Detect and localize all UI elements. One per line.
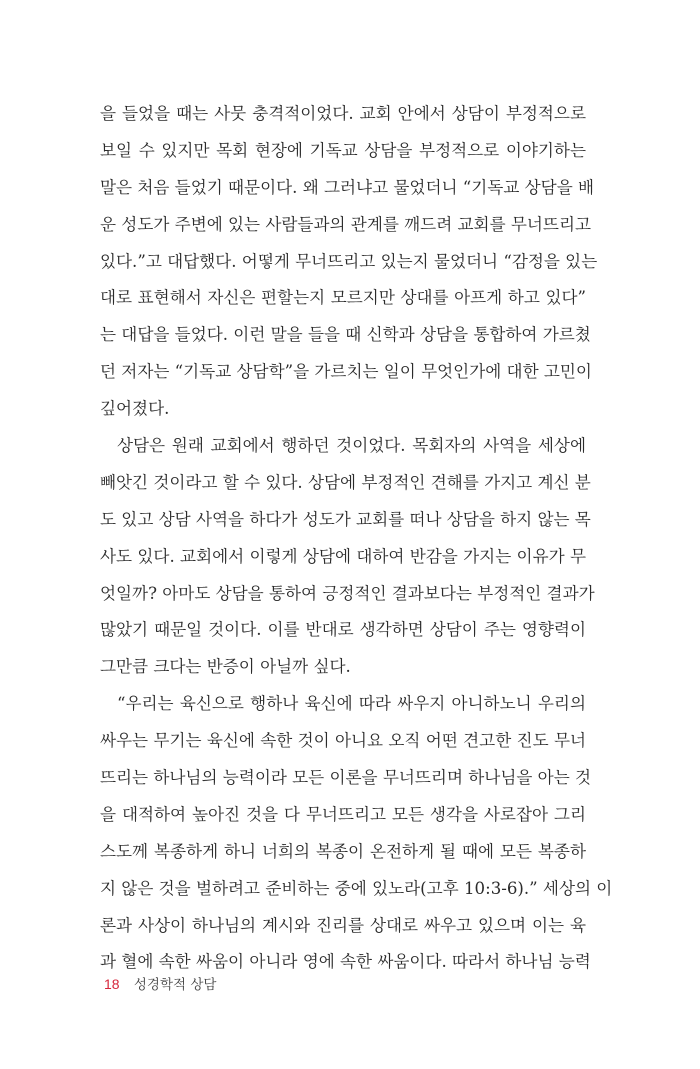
text-line: 도 있고 상담 사역을 하다가 성도가 교회를 떠나 상담을 하지 않는 목 <box>100 509 591 529</box>
text-line: 던 저자는 “기독교 상담학”을 가르치는 일이 무엇인가에 대한 고민이 <box>100 362 592 382</box>
text-line: 는 대답을 들었다. 이런 말을 들을 때 신학과 상담을 통합하여 가르쳤 <box>100 325 591 345</box>
text-line: 싸우는 무기는 육신에 속한 것이 아니요 오직 어떤 견고한 진도 무너 <box>100 731 586 751</box>
text-line: 사도 있다. 교회에서 이렇게 상담에 대하여 반감을 가지는 이유가 무 <box>100 546 586 566</box>
running-title: 성경학적 상담 <box>133 977 217 993</box>
text-line: 보일 수 있지만 목회 현장에 기독교 상담을 부정적으로 이야기하는 <box>100 140 586 160</box>
page-footer <box>104 974 216 995</box>
text-line: 을 들었을 때는 사뭇 충격적이었다. 교회 안에서 상담이 부정적으로 <box>100 104 586 123</box>
text-line: 뜨리는 하나님의 능력이라 모든 이론을 무너뜨리며 하나님을 아는 것 <box>100 768 592 788</box>
text-line: 상담은 원래 교회에서 행하던 것이었다. 목회자의 사역을 세상에 <box>117 436 586 456</box>
text-line: 엇일까? 아마도 상담을 통하여 긍정적인 결과보다는 부정적인 결과가 <box>100 583 595 603</box>
text-line: 대로 표현해서 자신은 편할는지 모르지만 상대를 아프게 하고 있다” <box>100 288 586 308</box>
paragraph-2 <box>100 428 595 686</box>
text-line: 스도께 복종하게 하니 너희의 복종이 온전하게 될 때에 모든 복종하 <box>100 841 586 861</box>
paragraph-1 <box>100 96 598 428</box>
paragraph-3 <box>100 686 613 981</box>
page-body <box>100 96 613 981</box>
text-line: 운 성도가 주변에 있는 사람들과의 관계를 깨드려 교회를 무너뜨리고 <box>100 214 592 234</box>
text-line: 말은 처음 들었기 때문이다. 왜 그러냐고 물었더니 “기독교 상담을 배 <box>100 177 595 197</box>
text-line: 깊어졌다. <box>100 399 170 419</box>
page-number: 18 <box>104 976 120 992</box>
text-line: 그만큼 크다는 반증이 아닐까 싶다. <box>100 657 351 677</box>
text-line: 많았기 때문일 것이다. 이를 반대로 생각하면 상담이 주는 영향력이 <box>100 620 586 640</box>
text-line: “우리는 육신으로 행하나 육신에 따라 싸우지 아니하노니 우리의 <box>117 694 586 714</box>
text-line: 있다.”고 대답했다. 어떻게 무너뜨리고 있는지 물었더니 “감정을 있는 <box>100 251 598 271</box>
text-line: 빼앗긴 것이라고 할 수 있다. 상담에 부정적인 견해를 가지고 계신 분 <box>100 472 591 492</box>
text-line: 과 혈에 속한 싸움이 아니라 영에 속한 싸움이다. 따라서 하나님 능력 <box>100 952 591 972</box>
text-line: 론과 사상이 하나님의 계시와 진리를 상대로 싸우고 있으며 이는 육 <box>100 915 586 935</box>
text-line: 지 않은 것을 벌하려고 준비하는 중에 있노라(고후 10:3-6).” 세상의 이 <box>100 878 613 898</box>
text-line: 을 대적하여 높아진 것을 다 무너뜨리고 모든 생각을 사로잡아 그리 <box>100 804 586 824</box>
